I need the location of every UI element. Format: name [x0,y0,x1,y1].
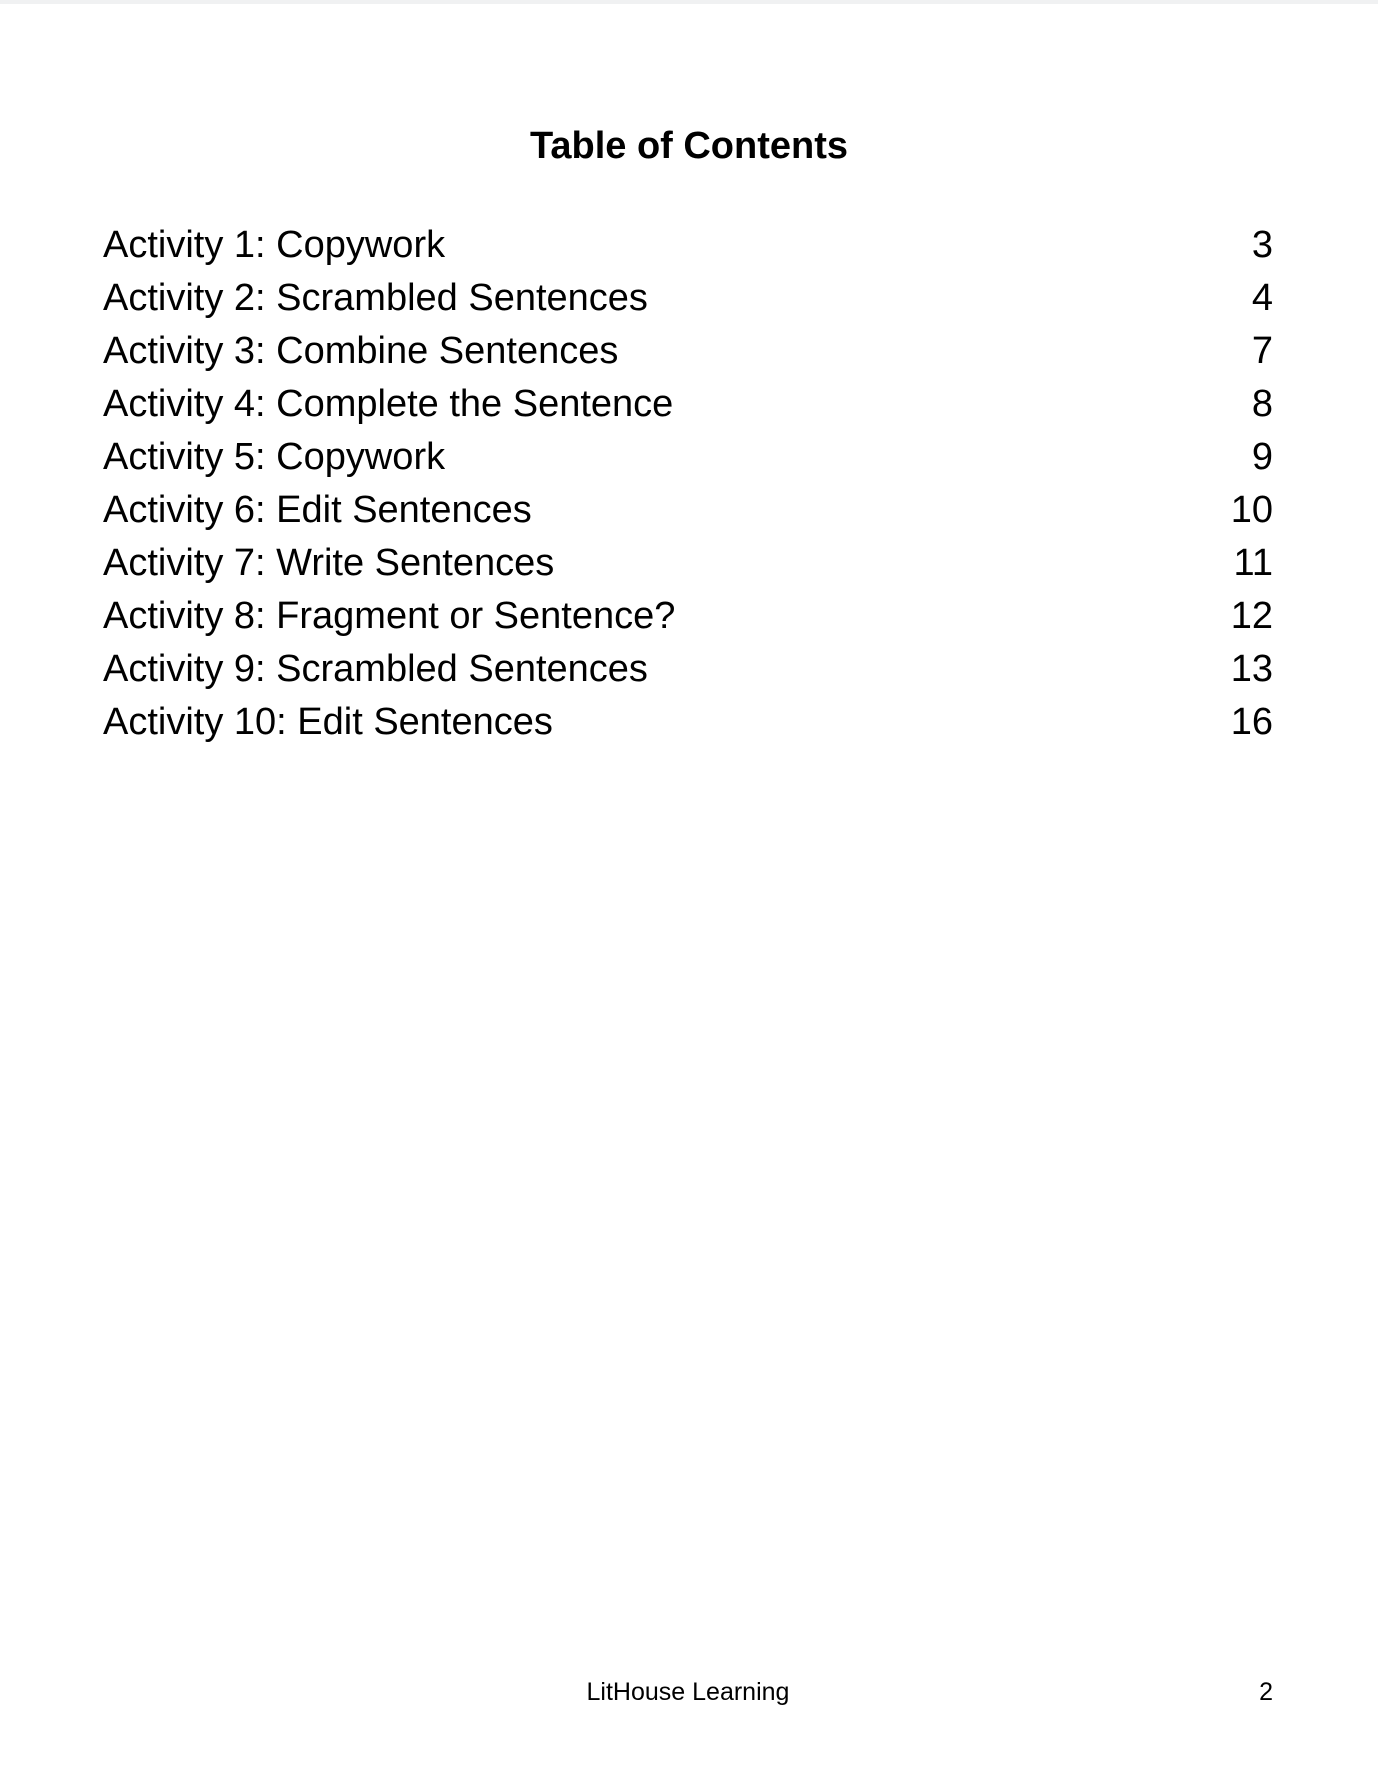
toc-entry-row [103,590,1273,643]
toc-entry-row [103,325,1273,378]
page-title: Table of Contents [529,125,849,167]
toc-entry-page-number: 10 [1230,489,1273,531]
toc-entry-label: Activity 3: Combine Sentences [103,330,619,372]
toc-entry-label: Activity 6: Edit Sentences [103,489,532,531]
footer-brand: LitHouse Learning [586,1678,790,1706]
toc-entry-page-number: 4 [1251,277,1273,319]
toc-entry-page-number: 12 [1230,595,1273,637]
toc-entry-label: Activity 5: Copywork [103,436,446,478]
toc-entry-page-number: 11 [1233,542,1273,584]
toc-entry-row [103,643,1273,696]
table-of-contents [103,219,1273,749]
toc-entry-label: Activity 4: Complete the Sentence [103,383,674,425]
toc-entry-label: Activity 8: Fragment or Sentence? [103,595,676,637]
toc-entry-page-number: 8 [1251,383,1273,425]
toc-entry-page-number: 13 [1230,648,1273,690]
toc-entry-row [103,272,1273,325]
toc-entry-row [103,378,1273,431]
toc-entry-row [103,219,1273,272]
page-footer [103,1679,1273,1706]
toc-entry-page-number: 7 [1251,330,1273,372]
toc-entry-row [103,484,1273,537]
toc-entry-label: Activity 2: Scrambled Sentences [103,277,648,319]
toc-entry-label: Activity 10: Edit Sentences [103,701,553,743]
toc-entry-row [103,537,1273,590]
toc-entry-page-number: 3 [1251,224,1273,266]
toc-entry-label: Activity 9: Scrambled Sentences [103,648,648,690]
toc-entry-label: Activity 1: Copywork [103,224,446,266]
toc-entry-label: Activity 7: Write Sentences [103,542,555,584]
toc-entry-row [103,431,1273,484]
footer-page-number: 2 [1259,1678,1273,1706]
toc-entry-page-number: 9 [1251,436,1273,478]
page-top-border [0,0,1378,4]
toc-entry-page-number: 16 [1230,701,1273,743]
toc-entry-row [103,696,1273,749]
